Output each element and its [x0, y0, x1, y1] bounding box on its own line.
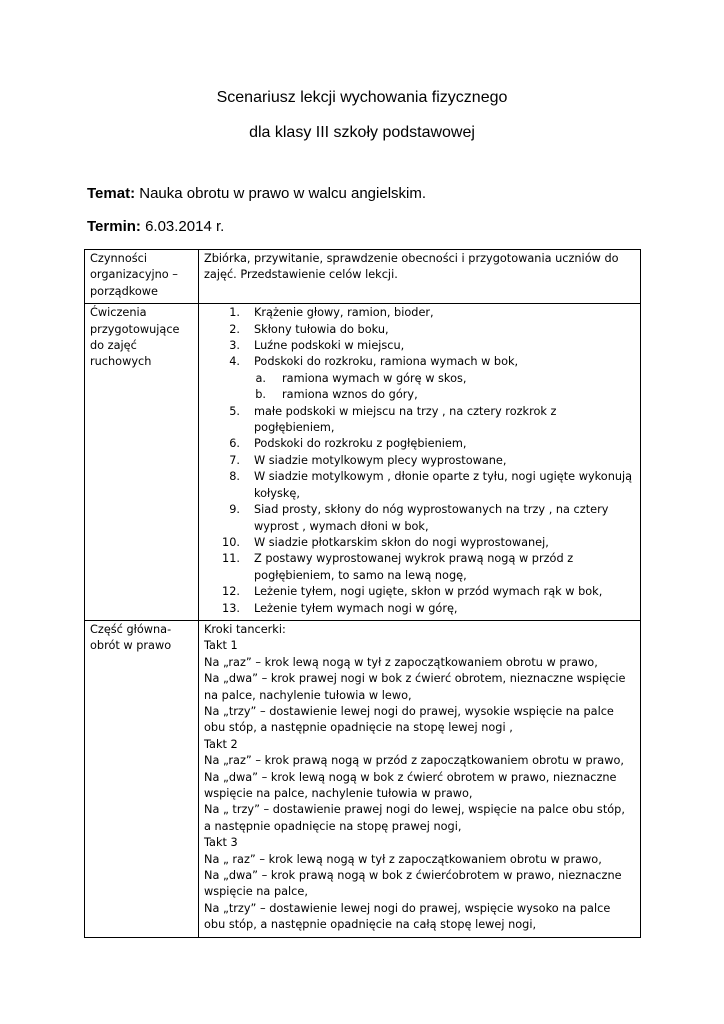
- exercise-item: [204, 404, 635, 437]
- exercise-item: [204, 584, 635, 600]
- dance-step-line: Na „dwa” – krok prawej nogi w bok z ćwierć obrotem, nieznaczne wspięcie na palce, nachylenie tułowia w lewo,: [204, 672, 626, 702]
- exercise-item: [204, 601, 635, 617]
- row-label-organizational: Czynności organizacyjno – porządkowe: [85, 250, 199, 304]
- exercise-subitem-text: ramiona wymach w górę w skos,: [282, 371, 467, 385]
- topic-value: Nauka obrotu w prawo w walcu angielskim.: [135, 185, 427, 202]
- exercise-item: [204, 535, 635, 551]
- exercise-item: [204, 322, 635, 338]
- exercise-subitem: [254, 371, 635, 387]
- exercise-text: małe podskoki w miejscu na trzy , na cztery rozkrok z pogłębieniem,: [254, 404, 557, 435]
- row-label-main-part: Część główna- obrót w prawo: [85, 620, 199, 937]
- term-label: Termin:: [87, 218, 141, 235]
- dance-step-line: Na „trzy” – dostawienie lewej nogi do prawej, wspięcie wysoko na palce obu stóp, a następnie opadnięcie na całą stopę lewej nogi,: [204, 901, 611, 932]
- table-row: [85, 304, 641, 621]
- dance-step-line: Takt 3: [204, 836, 238, 850]
- exercise-text: Luźne podskoki w miejscu,: [254, 339, 405, 353]
- dance-step-line: Na „dwa” – krok prawą nogą w bok z ćwierćobrotem w prawo, nieznaczne wspięcie na palce,: [204, 869, 622, 899]
- dance-step-line: Na „trzy” – dostawienie lewej nogi do prawej, wysokie wspięcie na palce obu stóp, a następnie opadnięcie na stopę lewej nogi ,: [204, 704, 614, 735]
- exercise-subitem-letter: b.: [255, 388, 266, 402]
- exercise-number: 9.: [229, 503, 240, 517]
- lesson-plan-table: [84, 249, 641, 938]
- document-subtitle: dla klasy III szkoły podstawowej: [249, 124, 475, 141]
- dance-step-line: Na „dwa” – krok lewą nogą w bok z ćwierć obrotem w prawo, nieznaczne wspięcie na palce, nachylenie tułowia w prawo,: [204, 770, 617, 800]
- exercise-item: [204, 502, 635, 535]
- dance-step-line: Na „ trzy” – dostawienie prawej nogi do lewej, wspięcie na palce obu stóp, a następnie opadnięcie na stopę prawej nogi,: [204, 803, 625, 833]
- dance-step-line: Na „raz” – krok prawą nogą w przód z zapoczątkowaniem obrotu w prawo,: [204, 754, 624, 768]
- exercise-text: W siadzie motylkowym plecy wyprostowane,: [254, 453, 507, 467]
- exercise-number: 12.: [222, 585, 240, 599]
- exercise-number: 3.: [229, 339, 240, 353]
- exercise-text: Podskoki do rozkroku z pogłębieniem,: [254, 437, 467, 451]
- exercise-number: 1.: [229, 306, 240, 320]
- dance-step-line: Kroki tancerki:: [204, 622, 286, 636]
- exercise-text: Skłony tułowia do boku,: [254, 322, 389, 336]
- exercise-item: [204, 551, 635, 584]
- dance-step-line: Takt 1: [204, 639, 238, 653]
- topic-label: Temat:: [87, 185, 136, 202]
- exercise-number: 11.: [222, 552, 240, 566]
- exercise-number: 13.: [222, 601, 240, 615]
- exercise-number: 5.: [229, 404, 240, 418]
- exercise-text: Podskoki do rozkroku, ramiona wymach w bok,: [254, 355, 519, 369]
- term-line: [87, 217, 224, 237]
- exercise-text: W siadzie płotkarskim skłon do nogi wyprostowanej,: [254, 535, 549, 549]
- dance-step-line: Na „ raz” – krok lewą nogą w tył z zapoczątkowaniem obrotu w prawo,: [204, 852, 602, 866]
- exercise-number: 6.: [229, 437, 240, 451]
- exercise-item: [204, 338, 635, 354]
- topic-line: [87, 184, 426, 204]
- row-label-warmup: Ćwiczenia przygotowujące do zajęć ruchowych: [85, 304, 199, 621]
- exercise-number: 4.: [229, 355, 240, 369]
- exercise-text: Leżenie tyłem wymach nogi w górę,: [254, 601, 458, 615]
- exercise-item: [204, 453, 635, 469]
- exercise-item: [204, 354, 635, 403]
- exercise-subitem-letter: a.: [255, 371, 266, 385]
- table-row: [85, 250, 641, 304]
- exercise-number: 2.: [229, 322, 240, 336]
- row-content-organizational: Zbiórka, przywitanie, sprawdzenie obecności i przygotowania uczniów do zajęć. Przedstawienie celów lekcji.: [199, 250, 641, 304]
- dance-step-line: Na „raz” – krok lewą nogą w tył z zapoczątkowaniem obrotu w prawo,: [204, 655, 598, 669]
- row-content-main-part: [199, 620, 641, 937]
- exercise-item: [204, 305, 635, 321]
- term-value: 6.03.2014 r.: [140, 218, 225, 235]
- document-title: Scenariusz lekcji wychowania fizycznego: [216, 89, 508, 106]
- exercise-item: [204, 469, 635, 502]
- exercise-sublist: [254, 371, 635, 404]
- exercise-text: Siad prosty, skłony do nóg wyprostowanych na trzy , na cztery wyprost , wymach dłoni w bok,: [254, 503, 609, 533]
- exercise-text: Krążenie głowy, ramion, bioder,: [254, 306, 434, 320]
- exercise-subitem-text: ramiona wznos do góry,: [282, 388, 418, 402]
- dance-step-line: Takt 2: [204, 737, 238, 751]
- table-row: [85, 620, 641, 937]
- row-content-warmup: [199, 304, 641, 621]
- exercise-text: Leżenie tyłem, nogi ugięte, skłon w przód wymach rąk w bok,: [254, 585, 603, 599]
- exercise-text: W siadzie motylkowym , dłonie oparte z tyłu, nogi ugięte wykonują kołyskę,: [254, 470, 633, 500]
- exercise-number: 8.: [229, 470, 240, 484]
- exercise-subitem: [254, 387, 635, 403]
- exercise-number: 7.: [229, 453, 240, 467]
- exercise-text: Z postawy wyprostowanej wykrok prawą nogą w przód z pogłębieniem, to samo na lewą nogę,: [254, 552, 574, 582]
- exercise-item: [204, 436, 635, 452]
- exercise-number: 10.: [222, 535, 240, 549]
- exercise-list: [204, 305, 635, 617]
